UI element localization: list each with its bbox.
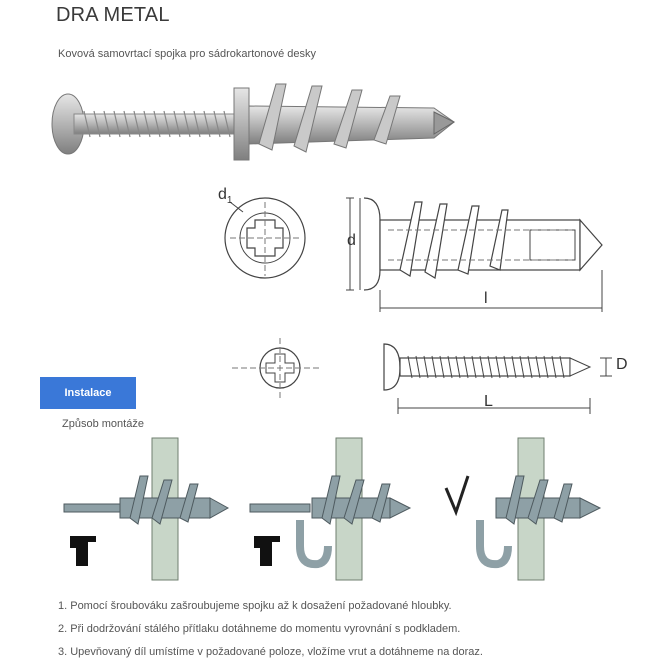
dim-d-label: d	[347, 232, 356, 249]
install-step-illustrations	[60, 436, 620, 586]
screw-side-view	[378, 338, 618, 418]
dim-d1-label: $d_1$	[218, 186, 233, 207]
screw-head-view	[232, 338, 322, 398]
dim-L-label: L	[484, 393, 493, 410]
install-section-label: Způsob montáže	[62, 418, 144, 430]
install-step: 2. Při dodržování stálého přítlaku dotáhneme do momentu vyrovnání s podkladem.	[58, 623, 461, 635]
dim-D-label: D	[616, 356, 628, 373]
install-button[interactable]: Instalace	[40, 377, 136, 409]
fixing-side-view	[340, 190, 610, 315]
install-steps	[58, 600, 483, 669]
install-step: 1. Pomocí šroubováku zašroubujeme spojku až k dosažení požadované hloubky.	[58, 600, 452, 612]
product-subtitle: Kovová samovrtací spojka pro sádrokartonové desky	[58, 48, 317, 60]
dim-l-label: l	[484, 290, 488, 307]
product-title: DRA METAL	[56, 4, 170, 26]
install-step: 3. Upevňovaný díl umístíme v požadované poloze, vložíme vrut a dotáhneme na doraz.	[58, 646, 483, 658]
product-photo	[44, 78, 464, 168]
